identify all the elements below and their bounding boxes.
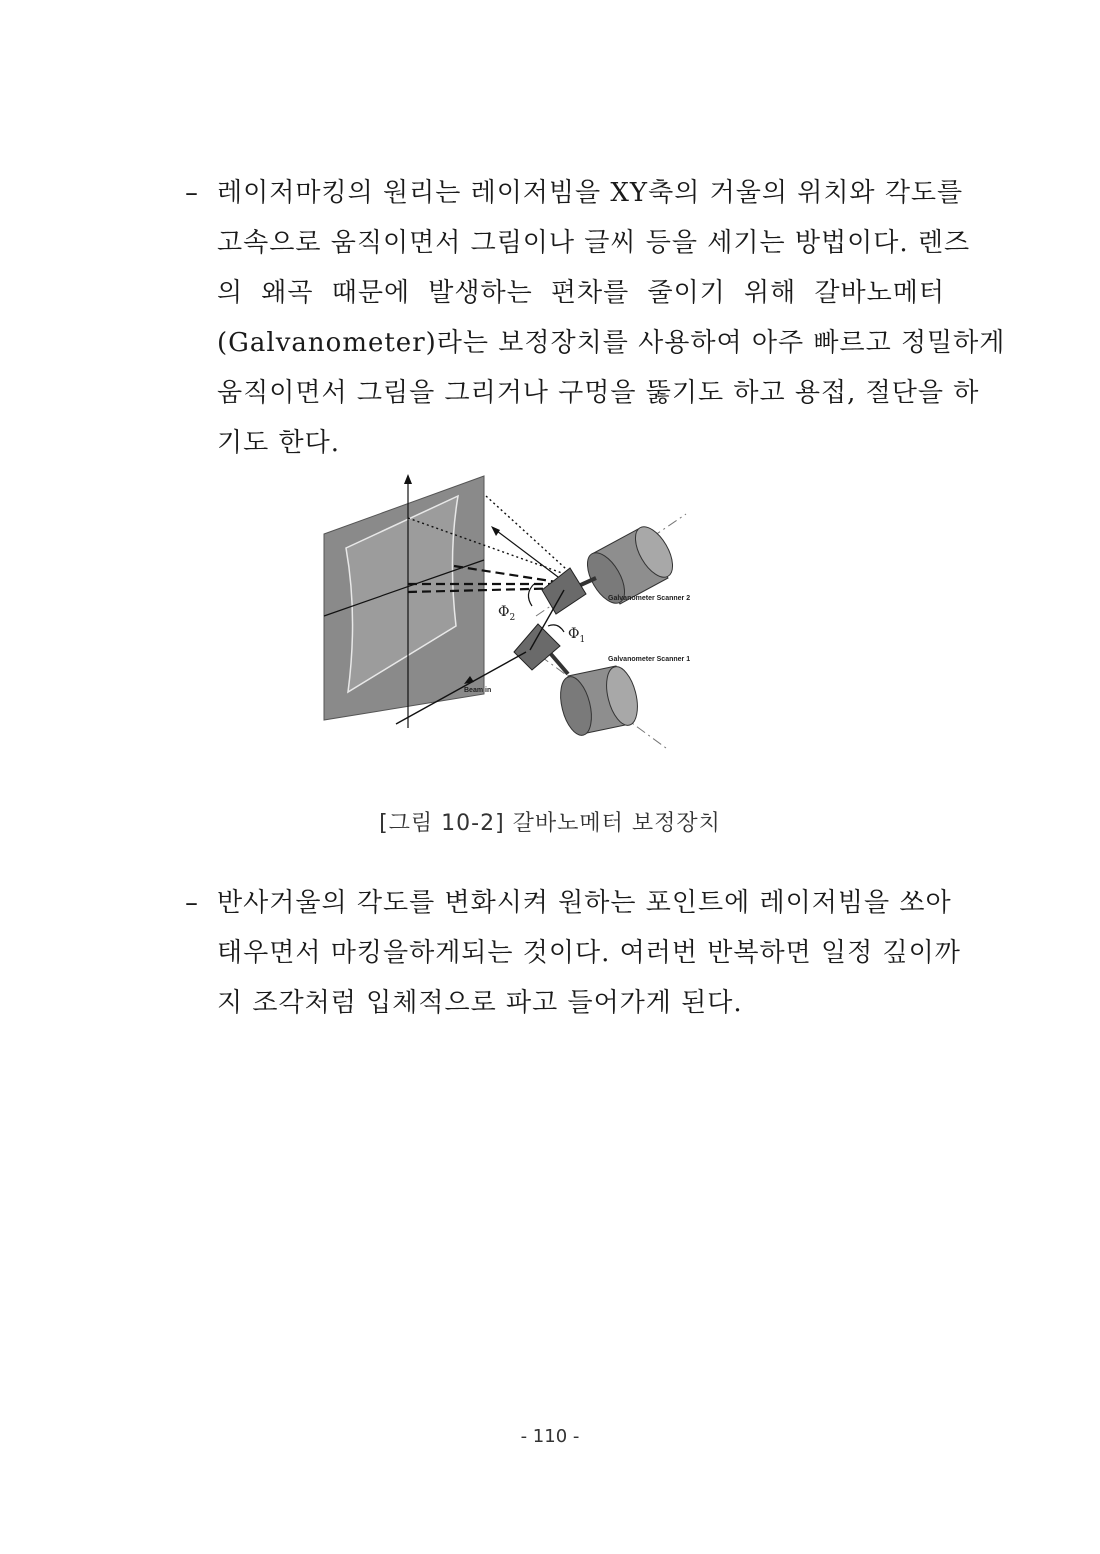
bullet-dash: –	[185, 888, 198, 918]
phi1-label: $\Phi_1$	[568, 626, 586, 645]
dotted-ray	[486, 496, 576, 578]
paragraph-line: 움직이면서 그림을 그리거나 구멍을 뚫기도 하고 용접, 절단을 하	[217, 378, 980, 408]
scanner2-label: Galvanometer Scanner 2	[608, 595, 691, 602]
phi1-arc	[548, 625, 564, 632]
ray-arrow	[491, 526, 500, 536]
paragraph-line: 반사거울의 각도를 변화시켜 원하는 포인트에 레이저빔을 쏘아	[217, 888, 952, 918]
page-number: - 110 -	[520, 1426, 580, 1447]
figure-caption: [그림 10-2] 갈바노메터 보정장치	[379, 811, 721, 836]
mirror-1	[514, 624, 560, 670]
vertical-axis-arrow	[404, 474, 412, 484]
bullet-dash: –	[185, 178, 198, 208]
galvanometer-figure	[318, 466, 691, 766]
paragraph-line: (Galvanometer)라는 보정장치를 사용하여 아주 빠르고 정밀하게	[217, 328, 1006, 358]
paragraph-line: 레이저마킹의 원리는 레이저빔을 XY축의 거울의 위치와 각도를	[217, 178, 964, 208]
paragraph-line: 태우면서 마킹을하게되는 것이다. 여러번 반복하면 일정 깊이까	[217, 938, 961, 968]
scanner1-label: Galvanometer Scanner 1	[608, 656, 691, 663]
paragraph-line: 지 조각처럼 입체적으로 파고 들어가게 된다.	[217, 988, 743, 1018]
paragraph-2	[185, 878, 961, 1028]
paragraph-line: 의 왜곡 때문에 발생하는 편차를 줄이기 위해 갈바노메터	[217, 278, 945, 308]
beam-in-label: Beam in	[464, 687, 492, 694]
paragraph-line: 고속으로 움직이면서 그림이나 글씨 등을 세기는 방법이다. 렌즈	[217, 228, 971, 258]
paragraph-line: 기도 한다.	[217, 428, 340, 458]
phi2-label: $\Phi_2$	[498, 604, 516, 623]
paragraph-1	[185, 168, 1006, 468]
phi2-arc	[528, 584, 534, 606]
